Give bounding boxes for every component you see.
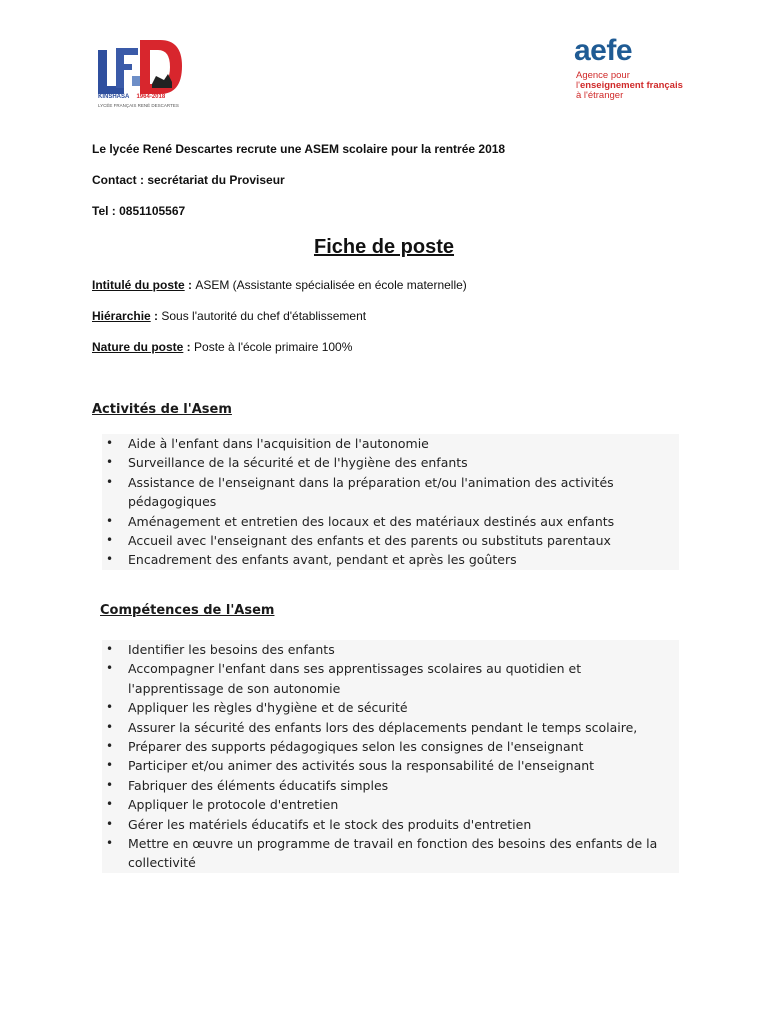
field-label: Intitulé du poste [92,278,185,292]
list-item: • Appliquer le protocole d'entretien [106,797,339,813]
field-nature [92,340,352,354]
list-item: • Accueil avec l'enseignant des enfants et des parents ou substituts parentaux [106,533,611,549]
list-item: • Accompagner l'enfant dans ses apprentissages scolaires au quotidien et l'apprentissage de son autonomie [106,661,582,696]
field-value: ASEM (Assistante spécialisée en école maternelle) [195,278,467,292]
recruitment-line: Le lycée René Descartes recrute une ASEM scolaire pour la rentrée 2018 [92,142,506,156]
field-separator: : [183,340,195,354]
contact-line: Contact : secrétariat du Proviseur [92,173,285,187]
list-item: • Assistance de l'enseignant dans la préparation et/ou l'animation des activités pédagogiques [106,474,614,510]
field-hierarchy [92,309,366,323]
aefe-tagline-line3: à l'étranger [576,90,624,101]
list-item: • Aménagement et entretien des locaux et des matériaux destinés aux enfants [106,513,615,529]
skills-heading: Compétences de l'Asem [100,603,275,618]
list-item: • Préparer des supports pédagogiques selon les consignes de l'enseignant [106,739,584,755]
list-item: • Appliquer les règles d'hygiène et de sécurité [106,700,408,716]
list-item: • Encadrement des enfants avant, pendant et après les goûters [106,552,517,568]
page-title: Fiche de poste [313,236,455,258]
field-value: Sous l'autorité du chef d'établissement [161,309,367,323]
list-item: • Aide à l'enfant dans l'acquisition de l'autonomie [106,436,429,451]
aefe-logo [568,34,688,110]
aefe-tagline-line1: Agence pour [576,70,630,81]
field-job-title [92,278,467,292]
list-item: • Assurer la sécurité des enfants lors des déplacements pendant le temps scolaire, [106,719,638,735]
list-item: • Fabriquer des éléments éducatifs simples [106,777,389,793]
list-item: • Identifier les besoins des enfants [106,642,335,657]
aefe-tagline [576,71,683,101]
lfd-city: KINSHASA [98,94,130,100]
phone-line: Tel : 0851105567 [92,204,186,218]
field-label: Hiérarchie [92,309,151,323]
activities-heading: Activités de l'Asem [92,402,232,417]
lfd-years: 1964-2018 [136,94,166,100]
field-label: Nature du poste [92,340,184,354]
list-item: • Surveillance de la sécurité et de l'hygiène des enfants [106,455,468,471]
aefe-tagline-line2: l'enseignement français [576,80,683,91]
list-item: • Gérer les matériels éducatifs et le stock des produits d'entretien [106,816,532,832]
list-item: • Participer et/ou animer des activités sous la responsabilité de l'enseignant [106,758,595,774]
list-item: • Mettre en œuvre un programme de travail en fonction des besoins des enfants de la collectivité [106,836,658,871]
field-separator: : [184,278,196,292]
aefe-wordmark: aefe [574,34,633,67]
activities-list [102,434,679,570]
lfd-school-name: LYCÉE FRANÇAIS RENÉ DESCARTES [98,103,179,108]
lfd-logo [94,18,186,118]
field-value: Poste à l'école primaire 100% [194,340,353,354]
skills-list [102,640,679,873]
field-separator: : [150,309,162,323]
